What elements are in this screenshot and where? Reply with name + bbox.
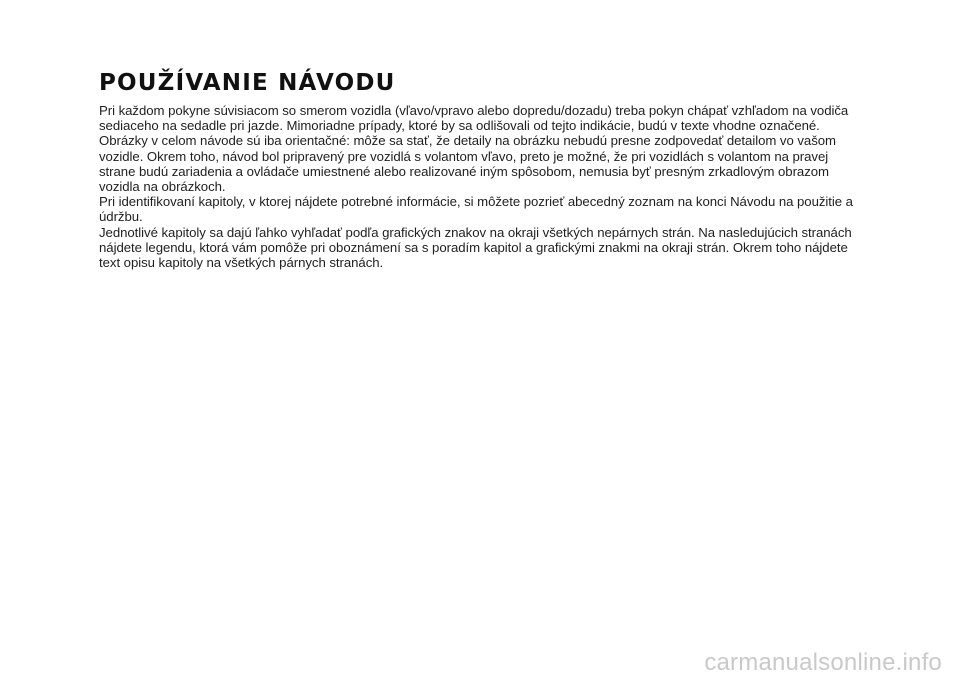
body-text <box>99 103 859 270</box>
paragraph-index-note: Pri identifikovaní kapitoly, v ktorej nájdete potrebné informácie, si môžete pozrieť abecedný zoznam na konci Návodu na použitie a údržbu. <box>99 194 853 225</box>
paragraph-illustrations-note: Obrázky v celom návode sú iba orientačné: môže sa stať, že detaily na obrázku nebudú presne zodpovedať detailom vo vašom vozidle. Okrem toho, návod bol pripravený pre vozidlá s volantom vľavo, preto je možné, že pri vozidlách s volantom na pravej strane budú zariadenia a ovládače umiestnené alebo realizované iným spôsobom, nemusia byť presným zrkadlovým obrazom vozidla na obrázkoch. <box>99 133 836 195</box>
watermark-text: carmanualsonline.info <box>704 649 942 676</box>
page-title: POUŽÍVANIE NÁVODU <box>99 70 396 96</box>
paragraph-direction-note: Pri každom pokyne súvisiacom so smerom vozidla (vľavo/vpravo alebo dopredu/dozadu) treba pokyn chápať vzhľadom na vodiča sediaceho na sedadle pri jazde. Mimoriadne prípady, ktoré by sa odlišovali od tejto indikácie, budú v texte vhodne označené. <box>99 103 849 134</box>
paragraph-chapter-markers-note: Jednotlivé kapitoly sa dajú ľahko vyhľadať podľa grafických znakov na okraji všetkých nepárnych strán. Na nasledujúcich stranách nájdete legendu, ktorá vám pomôže pri oboznámení sa s poradím kapitol a grafickými znakmi na okraji strán. Okrem toho nájdete text opisu kapitoly na všetkých párnych stranách. <box>99 224 852 271</box>
